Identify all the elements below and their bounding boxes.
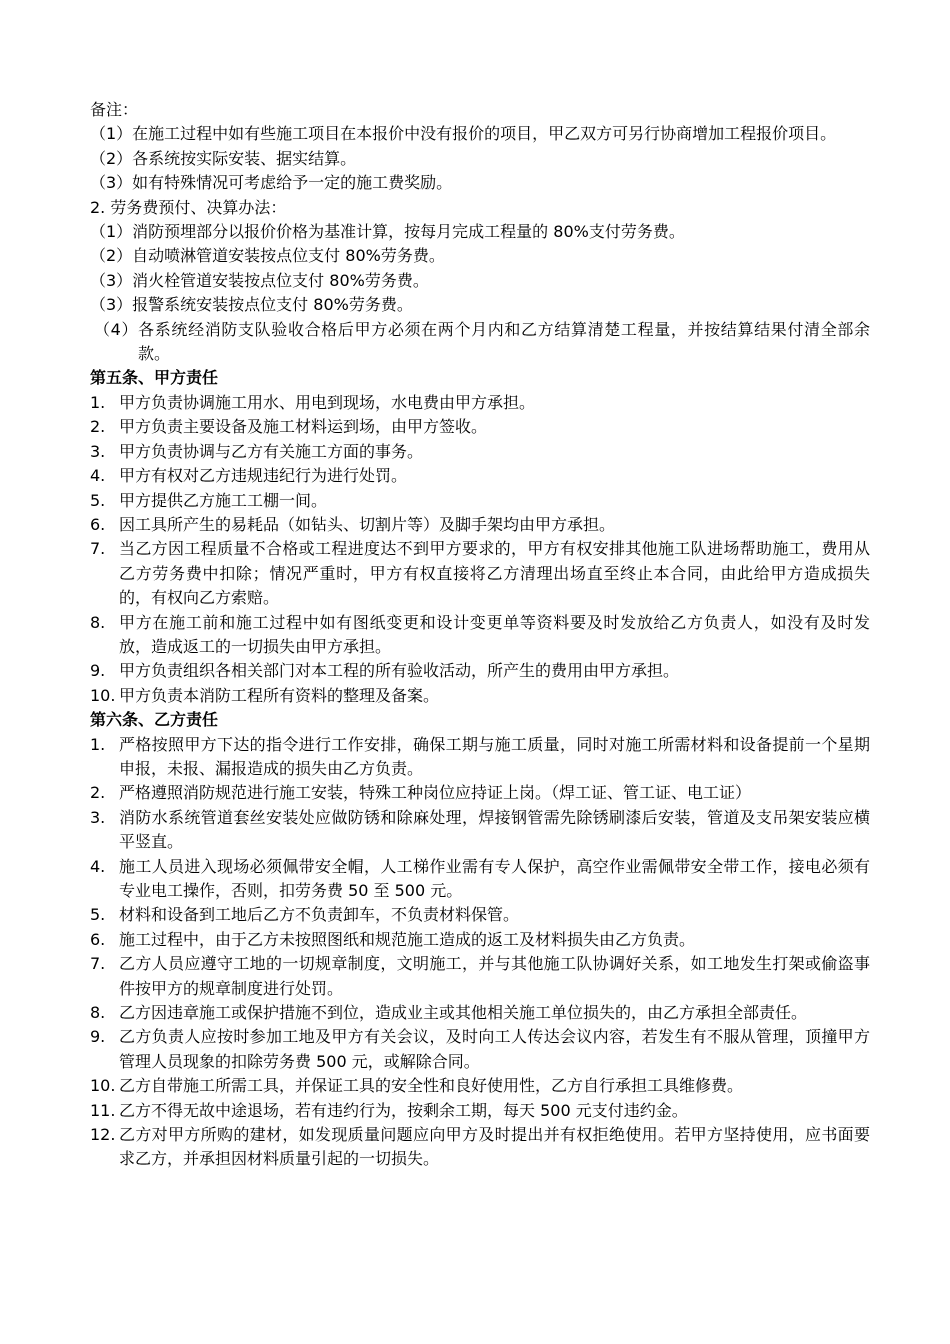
item-number: 12. — [90, 1125, 116, 1145]
item-number: 8. — [90, 612, 106, 632]
item-number: 10. — [90, 685, 116, 705]
item-text: 甲方负责组织各相关部门对本工程的所有验收活动，所产生的费用由甲方承担。 — [119, 661, 680, 681]
article5-list — [90, 391, 870, 708]
list-item — [90, 903, 870, 927]
article6-heading: 第六条、乙方责任 — [90, 710, 219, 730]
item-text: 甲方负责本消防工程所有资料的整理及备案。 — [119, 685, 440, 705]
list-item — [90, 1099, 870, 1123]
item-number: 4. — [90, 466, 106, 486]
item-text: 甲方负责协调施工用水、用电到现场，水电费由甲方承担。 — [119, 392, 536, 412]
payment-item-1: （1）消防预埋部分以报价价格为基准计算，按每月完成工程量的 80%支付劳务费。 — [90, 222, 685, 242]
payment-item-3: （3）消火栓管道安装按点位支付 80%劳务费。 — [90, 270, 429, 290]
article6-list — [90, 733, 870, 1172]
list-item — [90, 464, 870, 488]
list-item — [90, 513, 870, 537]
list-item — [90, 1074, 870, 1098]
payment-item-5: （4）各系统经消防支队验收合格后甲方必须在两个月内和乙方结算清楚工程量，并按结算结果付清全部余款。 — [94, 319, 870, 364]
note-item-3: （3）如有特殊情况可考虑给予一定的施工费奖励。 — [90, 173, 453, 193]
list-item — [90, 928, 870, 952]
item-number: 7. — [90, 954, 106, 974]
list-item — [90, 684, 870, 708]
list-item — [90, 659, 870, 683]
list-item — [90, 1001, 870, 1025]
list-item — [90, 440, 870, 464]
item-number: 5. — [90, 490, 106, 510]
payment-title: 2. 劳务费预付、决算办法： — [90, 197, 287, 217]
item-text: 材料和设备到工地后乙方不负责卸车，不负责材料保管。 — [119, 905, 520, 925]
item-text: 甲方负责协调与乙方有关施工方面的事务。 — [119, 441, 424, 461]
list-item — [90, 415, 870, 439]
list-item — [90, 806, 870, 855]
item-number: 1. — [90, 392, 106, 412]
item-text: 当乙方因工程质量不合格或工程进度达不到甲方要求的，甲方有权安排其他施工队进场帮助施工，费用从乙方劳务费中扣除；情况严重时，甲方有权直接将乙方清理出场直至终止本合同，由此给甲方造成损失的，有权向乙方索赔。 — [119, 539, 870, 608]
item-text: 严格按照甲方下达的指令进行工作安排，确保工期与施工质量，同时对施工所需材料和设备提前一个星期申报，未报、漏报造成的损失由乙方负责。 — [119, 734, 870, 778]
notes-title: 备注： — [90, 100, 139, 119]
note-item-1: （1）在施工过程中如有些施工项目在本报价中没有报价的项目，甲乙双方可另行协商增加工程报价项目。 — [90, 124, 837, 144]
list-item — [90, 733, 870, 782]
document-page — [90, 98, 870, 1172]
item-number: 3. — [90, 441, 106, 461]
item-number: 11. — [90, 1100, 116, 1120]
list-item — [90, 1025, 870, 1074]
item-number: 6. — [90, 514, 106, 534]
item-text: 严格遵照消防规范进行施工安装，特殊工种岗位应持证上岗。（焊工证、管工证、电工证） — [119, 783, 752, 803]
list-item — [90, 1123, 870, 1172]
item-text: 施工人员进入现场必须佩带安全帽，人工梯作业需有专人保护，高空作业需佩带安全带工作，接电必须有专业电工操作，否则，扣劳务费 50 至 500 元。 — [119, 856, 870, 900]
item-text: 甲方负责主要设备及施工材料运到场，由甲方签收。 — [119, 417, 488, 437]
list-item — [90, 855, 870, 904]
item-text: 乙方人员应遵守工地的一切规章制度，文明施工，并与其他施工队协调好关系，如工地发生打架或偷盗事件按甲方的规章制度进行处罚。 — [119, 954, 870, 998]
item-number: 7. — [90, 539, 106, 559]
list-item — [90, 537, 870, 610]
item-number: 6. — [90, 929, 106, 949]
item-number: 8. — [90, 1003, 106, 1023]
payment-item-2: （2）自动喷淋管道安装按点位支付 80%劳务费。 — [90, 246, 445, 266]
list-item — [90, 952, 870, 1001]
item-text: 施工过程中，由于乙方未按照图纸和规范施工造成的返工及材料损失由乙方负责。 — [119, 929, 696, 949]
item-text: 乙方不得无故中途退场，若有违约行为，按剩余工期，每天 500 元支付违约金。 — [119, 1100, 688, 1120]
item-number: 9. — [90, 1027, 106, 1047]
item-text: 甲方在施工前和施工过程中如有图纸变更和设计变更单等资料要及时发放给乙方负责人，如没有及时发放，造成返工的一切损失由甲方承担。 — [119, 612, 870, 656]
item-number: 2. — [90, 417, 106, 437]
item-number: 1. — [90, 734, 106, 754]
note-item-2: （2）各系统按实际安装、据实结算。 — [90, 148, 357, 168]
payment-item-4: （3）报警系统安装按点位支付 80%劳务费。 — [90, 295, 413, 315]
item-number: 9. — [90, 661, 106, 681]
item-number: 10. — [90, 1076, 116, 1096]
item-number: 4. — [90, 856, 106, 876]
item-text: 甲方有权对乙方违规违纪行为进行处罚。 — [119, 466, 408, 486]
item-number: 3. — [90, 807, 106, 827]
item-number: 2. — [90, 783, 106, 803]
list-item — [90, 489, 870, 513]
item-text: 乙方因违章施工或保护措施不到位，造成业主或其他相关施工单位损失的，由乙方承担全部责任。 — [119, 1003, 808, 1023]
item-text: 因工具所产生的易耗品（如钻头、切割片等）及脚手架均由甲方承担。 — [119, 514, 616, 534]
item-number: 5. — [90, 905, 106, 925]
item-text: 乙方自带施工所需工具，并保证工具的安全性和良好使用性，乙方自行承担工具维修费。 — [119, 1076, 744, 1096]
article5-heading: 第五条、甲方责任 — [90, 368, 219, 388]
list-item — [90, 781, 870, 805]
item-text: 甲方提供乙方施工工棚一间。 — [119, 490, 328, 510]
item-text: 消防水系统管道套丝安装处应做防锈和除麻处理，焊接钢管需先除锈刷漆后安装，管道及支吊架安装应横平竖直。 — [119, 807, 870, 852]
item-text: 乙方对甲方所购的建材，如发现质量问题应向甲方及时提出并有权拒绝使用。若甲方坚持使用，应书面要求乙方，并承担因材料质量引起的一切损失。 — [119, 1125, 870, 1169]
item-text: 乙方负责人应按时参加工地及甲方有关会议，及时向工人传达会议内容，若发生有不服从管理，顶撞甲方管理人员现象的扣除劳务费 500 元，或解除合同。 — [119, 1027, 870, 1071]
list-item — [90, 391, 870, 415]
list-item — [90, 611, 870, 660]
